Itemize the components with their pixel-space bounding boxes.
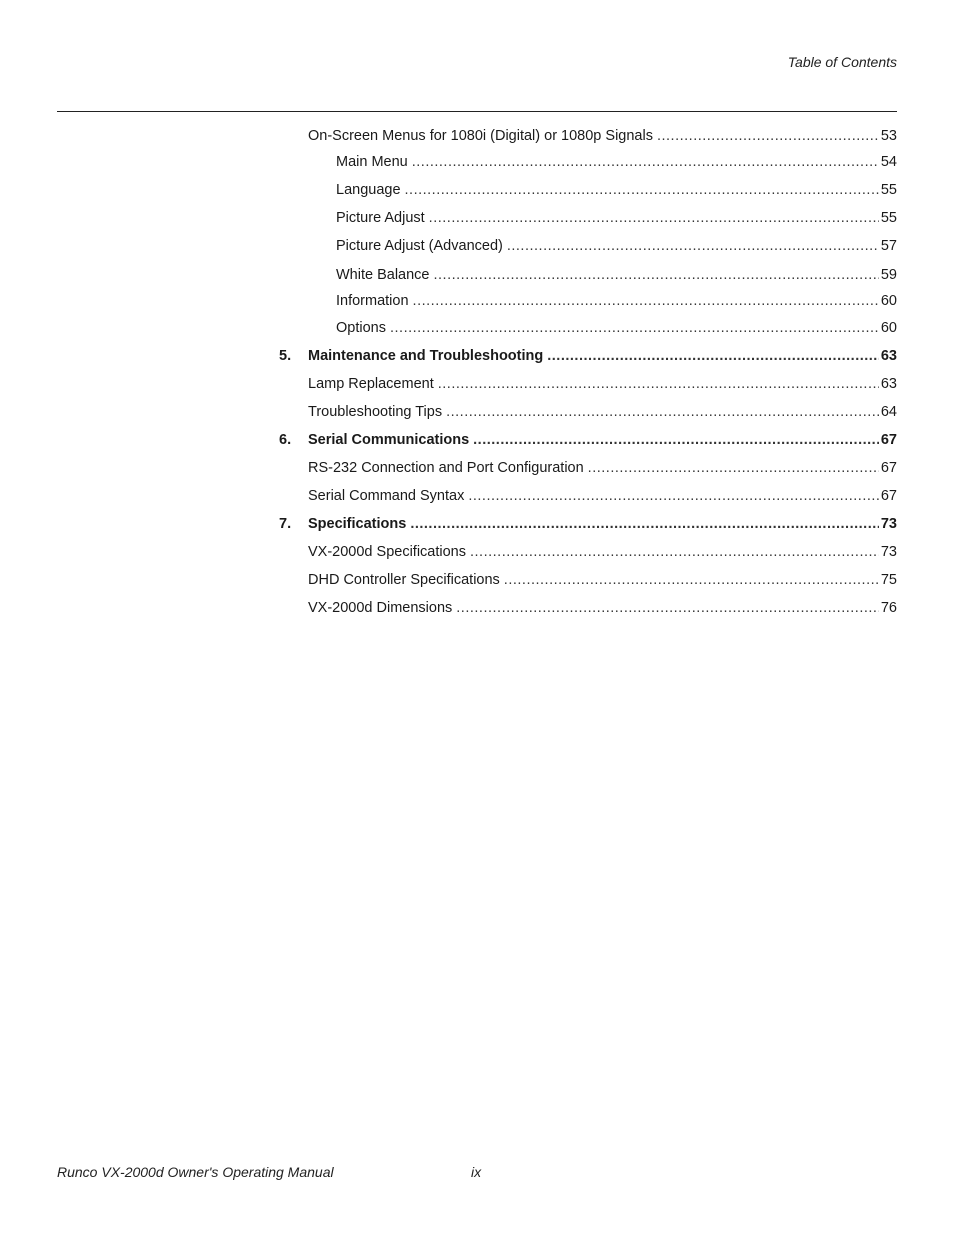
toc-dot-leader (405, 180, 879, 200)
toc-entry[interactable] (336, 318, 897, 338)
footer-page-number: ix (471, 1164, 482, 1180)
toc-chapter-number: 6. (279, 432, 292, 448)
toc-entry[interactable] (308, 374, 897, 394)
toc-dot-leader (470, 542, 879, 562)
toc-page-number: 53 (880, 128, 897, 144)
toc-dot-leader (413, 291, 879, 311)
toc-page-number: 76 (880, 600, 897, 616)
toc-entry-title: Picture Adjust (336, 210, 425, 226)
toc-entry-title: RS-232 Connection and Port Configuration (308, 460, 584, 476)
toc-entry-title: On-Screen Menus for 1080i (Digital) or 1080p Signals (308, 128, 653, 144)
toc-entry[interactable] (308, 598, 897, 618)
toc-dot-leader (410, 514, 879, 534)
toc-entry-title: VX-2000d Specifications (308, 544, 466, 560)
toc-page-number: 55 (880, 182, 897, 198)
toc-page-number: 57 (880, 238, 897, 254)
toc-entry-title: Options (336, 320, 386, 336)
toc-chapter-number: 7. (279, 516, 292, 532)
toc-entry[interactable] (308, 542, 897, 562)
toc-entry[interactable] (336, 291, 897, 311)
toc-chapter-entry[interactable] (279, 346, 897, 366)
toc-dot-leader (473, 430, 879, 450)
footer-manual-title: Runco VX-2000d Owner's Operating Manual (57, 1164, 334, 1180)
toc-entry-title: White Balance (336, 267, 430, 283)
toc-page-number: 54 (880, 154, 897, 170)
toc-chapter-entry[interactable] (279, 514, 897, 534)
toc-entry[interactable] (336, 180, 897, 200)
toc-dot-leader (429, 208, 879, 228)
toc-entry[interactable] (308, 570, 897, 590)
toc-page-number: 55 (880, 210, 897, 226)
toc-dot-leader (446, 402, 879, 422)
toc-dot-leader (588, 458, 879, 478)
toc-page-number: 60 (880, 293, 897, 309)
toc-dot-leader (657, 126, 879, 146)
toc-dot-leader (504, 570, 879, 590)
toc-entry[interactable] (308, 458, 897, 478)
toc-entry-title: Specifications (308, 516, 407, 532)
toc-entry-title: Troubleshooting Tips (308, 404, 443, 420)
toc-entry[interactable] (336, 208, 897, 228)
toc-entry-title: Serial Command Syntax (308, 488, 465, 504)
toc-entry-title: Maintenance and Troubleshooting (308, 348, 544, 364)
toc-page-number: 75 (880, 572, 897, 588)
toc-entry-title: Main Menu (336, 154, 408, 170)
toc-entry-title: Information (336, 293, 409, 309)
toc-dot-leader (390, 318, 879, 338)
toc-entry-title: Language (336, 182, 401, 198)
toc-page-number: 60 (880, 320, 897, 336)
toc-dot-leader (507, 236, 879, 256)
toc-entry[interactable] (336, 236, 897, 256)
toc-page-number: 67 (880, 460, 897, 476)
toc-entry[interactable] (336, 152, 897, 172)
toc-page-number: 67 (880, 488, 897, 504)
toc-entry-title: VX-2000d Dimensions (308, 600, 453, 616)
running-header-section: Table of Contents (787, 54, 897, 70)
toc-dot-leader (456, 598, 879, 618)
toc-entry-title: DHD Controller Specifications (308, 572, 500, 588)
toc-page-number: 73 (880, 516, 897, 532)
toc-chapter-entry[interactable] (279, 430, 897, 450)
toc-chapter-number: 5. (279, 348, 292, 364)
toc-entry[interactable] (336, 265, 897, 285)
toc-page-number: 67 (880, 432, 897, 448)
toc-page-number: 59 (880, 267, 897, 283)
toc-page-number: 63 (880, 348, 897, 364)
header-rule (57, 111, 897, 112)
toc-dot-leader (434, 265, 879, 285)
toc-dot-leader (438, 374, 879, 394)
toc-dot-leader (412, 152, 879, 172)
toc-dot-leader (468, 486, 879, 506)
toc-entry[interactable] (308, 486, 897, 506)
toc-entry[interactable] (308, 126, 897, 146)
toc-entry[interactable] (308, 402, 897, 422)
toc-entry-title: Serial Communications (308, 432, 470, 448)
toc-entry-title: Picture Adjust (Advanced) (336, 238, 503, 254)
toc-dot-leader (547, 346, 879, 366)
toc-page-number: 73 (880, 544, 897, 560)
toc-page-number: 64 (880, 404, 897, 420)
toc-page-number: 63 (880, 376, 897, 392)
toc-entry-title: Lamp Replacement (308, 376, 434, 392)
